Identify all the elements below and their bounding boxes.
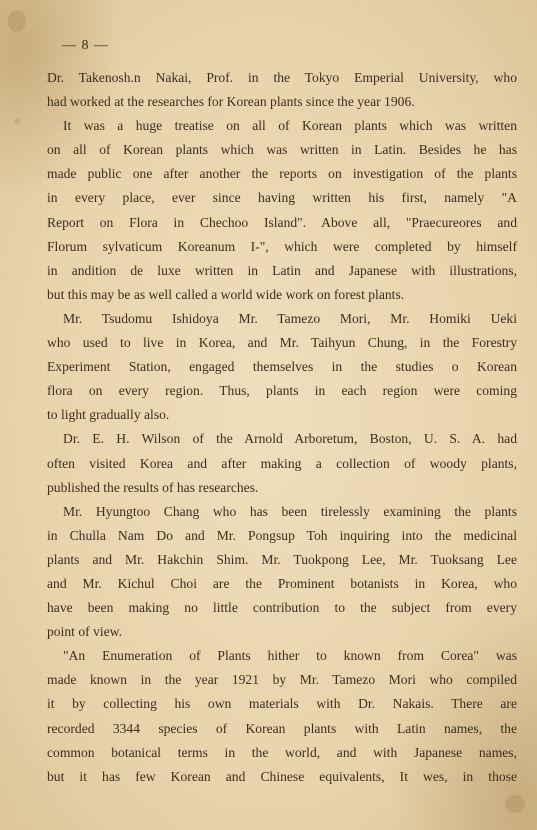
text-line: Dr. E. H. Wilson of the Arnold Arboretum, Boston, U. S. A. had [63,431,517,447]
text-line: point of view. [47,624,123,640]
text-line: who used to live in Korea, and Mr. Taihyun Chung, in the Forestry [47,335,517,351]
text-line: made public one after another the reports on investigation of the plants [47,166,517,182]
text-line: in Chulla Nam Do and Mr. Pongsup Toh inquiring into the medicinal [47,527,517,543]
text-line: to light gradually also. [47,407,170,423]
text-line: Mr. Tsudomu Ishidoya Mr. Tamezo Mori, Mr. Homiki Ueki [63,310,517,326]
text-line: Experiment Station, engaged themselves in the studies o Korean [47,359,517,375]
text-line: but this may be as well called a world wide work on forest plants. [47,286,405,302]
text-line: in andition de luxe written in Latin and Japanese with illustrations, [47,262,517,278]
age-stain [505,795,525,813]
text-line: it by collecting his own materials with Dr. Nakais. There are [47,696,517,712]
text-line: It was a huge treatise on all of Korean plants which was written [63,118,517,134]
text-line: have been making no little contribution to the subject from every [47,600,517,616]
text-line: flora on every region. Thus, plants in each region were coming [47,383,517,399]
text-line: Dr. Takenosh.n Nakai, Prof. in the Tokyo Emperial University, who [47,70,517,85]
age-stain [14,118,20,124]
text-line: recorded 3344 species of Korean plants with Latin names, the [47,720,517,736]
page-number: — 8 — [62,38,109,53]
body-text [47,66,517,789]
text-line: on all of Korean plants which was written in Latin. Besides he has [47,142,517,158]
text-line: common botanical terms in the world, and with Japanese names, [47,744,517,760]
text-line: Report on Flora in Chechoo Island". Above all, "Praecureores and [47,214,517,230]
text-line: but it has few Korean and Chinese equivalents, It wes, in those [47,768,517,784]
text-line: often visited Korea and after making a collection of woody plants, [47,455,517,471]
text-line: and Mr. Kichul Choi are the Prominent botanists in Korea, who [47,575,517,591]
text-line: published the results of has researches. [47,479,259,495]
text-line: in every place, ever since having written his first, namely "A [47,190,517,206]
age-stain [8,10,26,32]
text-line: Florum sylvaticum Koreanum I-", which were completed by himself [47,238,517,254]
text-line: plants and Mr. Hakchin Shim. Mr. Tuokpong Lee, Mr. Tuoksang Lee [47,551,517,567]
text-line: made known in the year 1921 by Mr. Tamezo Mori who compiled [47,672,517,688]
text-line: Mr. Hyungtoo Chang who has been tirelessly examining the plants [63,503,517,519]
text-line: "An Enumeration of Plants hither to known from Corea" was [63,648,517,664]
text-line: had worked at the researches for Korean plants since the year 1906. [47,94,415,110]
